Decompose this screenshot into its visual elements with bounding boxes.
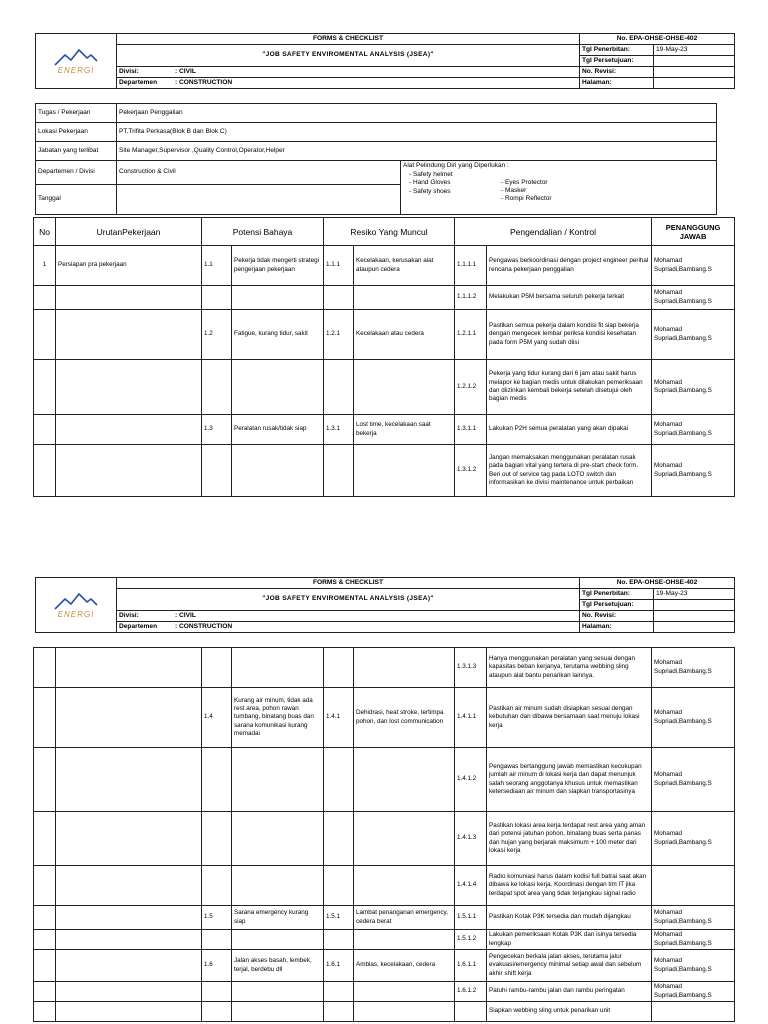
resiko-no [324, 1002, 354, 1022]
table-row [34, 360, 735, 415]
resiko-text [354, 1002, 455, 1022]
row-urutan [56, 415, 202, 445]
kontrol-no: 1.6.1.1 [455, 950, 487, 982]
kontrol-text: Pengawas bertanggung jawab memastikan kecukupan jumlah air minum di lokasi kerja dan dapat menunjuk salah seorang anggotanya khusus untuk memastikan ketersediaan air minum dan siapkan transportasinya [487, 748, 652, 812]
mountain-logo-icon [53, 591, 99, 611]
no-revisi-label: No. Revisi: [580, 67, 654, 78]
lokasi-label: Lokasi Pekerjaan [36, 123, 117, 142]
departemen-value: Construction & Civil [117, 161, 401, 185]
logo-text: ENERGI [57, 65, 95, 75]
jabatan-value: Site Manager,Supervisor ,Quality Control,Operator,Helper [117, 142, 717, 161]
kontrol-text: Pastikan semua pekerja dalam kondisi fit siap bekerja dengan mengecek lembar periksa kondisi kesehatan pada form P5M yang sudah diisi [487, 310, 652, 360]
tgl-penerbitan-label: Tgl Penerbitan: [580, 45, 654, 56]
kontrol-no: 1.5.1.1 [455, 906, 487, 930]
row-no [34, 950, 56, 982]
resiko-text [354, 812, 455, 866]
resiko-no [324, 866, 354, 906]
col-urutan: UrutanPekerjaan [56, 218, 202, 246]
kontrol-text: Pastikan lokasi area kerja terdapat rest area yang aman dari potensi jatuhan pohon, binatang buas serta panas dan hujan yang berjarak maksimum + 100 meter dari lokasi kerja [487, 812, 652, 866]
company-logo [36, 578, 117, 633]
tgl-penerbitan-value: 19-May-23 [654, 589, 735, 600]
kontrol-no: 1.1.1.1 [455, 246, 487, 286]
row-no [34, 360, 56, 415]
resiko-text [354, 286, 455, 310]
resiko-no [324, 982, 354, 1002]
apd-item: - Safety helmet [409, 170, 453, 178]
tgl-persetujuan-label: Tgl Persetujuan: [580, 600, 654, 611]
mountain-logo-icon [53, 47, 99, 67]
divisi-row: Divisi: : CIVIL [117, 611, 580, 622]
penanggung-jawab: Mohamad Supriadi,Bambang.S [652, 906, 735, 930]
potensi-text [232, 648, 324, 688]
row-urutan [56, 982, 202, 1002]
resiko-text: Kecelakaan, kerusakan alat ataupun cedera [354, 246, 455, 286]
penanggung-jawab: Mohamad Supriadi,Bambang.S [652, 748, 735, 812]
potensi-no [202, 648, 232, 688]
resiko-no [324, 748, 354, 812]
resiko-no [324, 648, 354, 688]
penanggung-jawab: Mohamad Supriadi,Bambang.S [652, 930, 735, 950]
row-urutan [56, 1002, 202, 1022]
row-urutan [56, 310, 202, 360]
potensi-text: Jalan akses basah, lembek, terjal, berdebu dll [232, 950, 324, 982]
potensi-text [232, 1002, 324, 1022]
penanggung-jawab: Mohamad Supriadi,Bambang.S [652, 950, 735, 982]
resiko-text [354, 866, 455, 906]
potensi-no: 1.5 [202, 906, 232, 930]
kontrol-no: 1.4.1.3 [455, 812, 487, 866]
halaman-label: Halaman: [580, 78, 654, 89]
potensi-no [202, 360, 232, 415]
table-row [34, 246, 735, 286]
apd-label: Alat Pelindung Diri yang Diperlukan : [403, 162, 509, 169]
resiko-text: Dehidrasi, heat stroke, tertimpa pohon, dan lost communication [354, 688, 455, 748]
resiko-no: 1.6.1 [324, 950, 354, 982]
potensi-text [232, 930, 324, 950]
resiko-no [324, 445, 354, 497]
potensi-no [202, 445, 232, 497]
info-table [35, 103, 717, 215]
potensi-no: 1.1 [202, 246, 232, 286]
potensi-text [232, 286, 324, 310]
kontrol-no: 1.2.1.1 [455, 310, 487, 360]
page-title: "JOB SAFETY ENVIROMENTAL ANALYSIS (JSEA)" [117, 45, 580, 67]
row-urutan [56, 445, 202, 497]
row-urutan [56, 286, 202, 310]
penanggung-jawab: Mohamad Supriadi,Bambang.S [652, 360, 735, 415]
col-resiko: Resiko Yang Muncul [324, 218, 455, 246]
kontrol-text: Pastikan Kotak P3K tersedia dan mudah dijangkau [487, 906, 652, 930]
potensi-no [202, 286, 232, 310]
row-no: 1 [34, 246, 56, 286]
kontrol-text: Pastikan air minum sudah disiapkan sesuai dengan kebutuhan dan dibawa bersamaan saat menuju lokasi kerja [487, 688, 652, 748]
table-row [34, 930, 735, 950]
row-urutan [56, 906, 202, 930]
apd-item: - Eyes Protector [501, 178, 548, 186]
table-row [34, 648, 735, 688]
resiko-text [354, 445, 455, 497]
resiko-text [354, 360, 455, 415]
logo-text: ENERGI [57, 609, 95, 619]
kontrol-text: Lakukan P2H semua peralatan yang akan dipakai [487, 415, 652, 445]
potensi-no: 1.6 [202, 950, 232, 982]
potensi-no [202, 930, 232, 950]
kontrol-text: Siapkan webbing sling untuk penarikan unit [487, 1002, 652, 1022]
kontrol-text: Hanya menggunakan peralatan yang sesuai dengan kapasitas beban kerjanya, terutama webbing sling ataupun alat bantu penarikan lainnya. [487, 648, 652, 688]
resiko-no [324, 812, 354, 866]
potensi-text [232, 812, 324, 866]
potensi-text: Peralatan rusak/tidak siap [232, 415, 324, 445]
apd-item: - Masker [501, 186, 527, 194]
potensi-text [232, 445, 324, 497]
col-penanggung-jawab: PENANGGUNG JAWAB [652, 218, 735, 246]
potensi-text: Pekerja tidak mengerti strategi pengerjaan pekerjaan [232, 246, 324, 286]
tgl-penerbitan-value: 19-May-23 [654, 45, 735, 56]
row-urutan: Persiapan pra pekerjaan [56, 246, 202, 286]
table-row [34, 445, 735, 497]
row-urutan [56, 360, 202, 415]
row-no [34, 812, 56, 866]
resiko-no [324, 360, 354, 415]
col-pengendalian: Pengendalian / Kontrol [455, 218, 652, 246]
tugas-value: Pekerjaan Penggalian [117, 104, 717, 123]
resiko-no: 1.1.1 [324, 246, 354, 286]
potensi-no: 1.3 [202, 415, 232, 445]
apd-cell [401, 161, 717, 215]
penanggung-jawab: Mohamad Supriadi,Bambang.S [652, 310, 735, 360]
row-no [34, 688, 56, 748]
tgl-persetujuan-label: Tgl Persetujuan: [580, 56, 654, 67]
kontrol-text: Melakukan P5M bersama seluruh pekerja terkait [487, 286, 652, 310]
doc-number: No. EPA-OHSE-OHSE-402 [580, 34, 735, 45]
departemen-row: Departemen : CONSTRUCTION [117, 78, 580, 89]
row-urutan [56, 748, 202, 812]
kontrol-no: 1.6.1.2 [455, 982, 487, 1002]
lokasi-value: PT.Trifita Perkasa(Blok B dan Blok C) [117, 123, 717, 142]
resiko-text: Amblas, kecelakaan, cedera [354, 950, 455, 982]
page-title: "JOB SAFETY ENVIROMENTAL ANALYSIS (JSEA)" [117, 589, 580, 611]
row-no [34, 866, 56, 906]
kontrol-no: 1.2.1.2 [455, 360, 487, 415]
table-row [34, 310, 735, 360]
kontrol-no: 1.5.1.2 [455, 930, 487, 950]
table-row [34, 415, 735, 445]
resiko-no: 1.4.1 [324, 688, 354, 748]
kontrol-text: Pekerja yang tidur kurang dari 6 jam atau sakit harus melapor ke bagian medis untuk dilakukan pemeriksaan dan diizinkan kembali bekerja setelah disetujui oleh bagian medis [487, 360, 652, 415]
penanggung-jawab [652, 1002, 735, 1022]
row-no [34, 748, 56, 812]
resiko-no: 1.3.1 [324, 415, 354, 445]
potensi-text [232, 866, 324, 906]
potensi-text [232, 982, 324, 1002]
kontrol-no: 1.3.1.2 [455, 445, 487, 497]
potensi-no [202, 748, 232, 812]
potensi-no [202, 1002, 232, 1022]
potensi-text: Kurang air minum, tidak ada rest area, pohon rawan tumbang, binatang buas dan sarana komunikasi kurang memadai [232, 688, 324, 748]
no-revisi-label: No. Revisi: [580, 611, 654, 622]
table-row [34, 906, 735, 930]
halaman-label: Halaman: [580, 622, 654, 633]
table-row [34, 688, 735, 748]
tgl-persetujuan-value [654, 600, 735, 611]
kontrol-text: Patuhi rambu-rambu jalan dan rambu peringatan [487, 982, 652, 1002]
table-row [34, 950, 735, 982]
penanggung-jawab: Mohamad Supriadi,Bambang.S [652, 415, 735, 445]
penanggung-jawab: Mohamad Supriadi,Bambang.S [652, 648, 735, 688]
tgl-persetujuan-value [654, 56, 735, 67]
halaman-value [654, 622, 735, 633]
potensi-text: Fatigue, kurang tidur, sakit [232, 310, 324, 360]
jsea-table-page1 [33, 217, 735, 497]
resiko-text [354, 930, 455, 950]
row-urutan [56, 866, 202, 906]
penanggung-jawab: Mohamad Supriadi,Bambang.S [652, 445, 735, 497]
potensi-text [232, 748, 324, 812]
table-row [34, 1002, 735, 1022]
potensi-no: 1.2 [202, 310, 232, 360]
table-row [34, 982, 735, 1002]
kontrol-no [455, 1002, 487, 1022]
departemen-row: Departemen : CONSTRUCTION [117, 622, 580, 633]
resiko-no: 1.5.1 [324, 906, 354, 930]
kontrol-no: 1.4.1.2 [455, 748, 487, 812]
jsea-table-page2 [33, 647, 735, 1022]
penanggung-jawab: Mohamad Supriadi,Bambang.S [652, 982, 735, 1002]
row-urutan [56, 688, 202, 748]
no-revisi-value [654, 611, 735, 622]
row-urutan [56, 648, 202, 688]
kontrol-text: Radio komuniasi harus dalam kodisi full batrai saat akan dibawa ke lokasi kerja. Koordinasi dengan tim IT jika terdapat spot area yang tidak terjangkau signal radio [487, 866, 652, 906]
resiko-no: 1.2.1 [324, 310, 354, 360]
resiko-no [324, 286, 354, 310]
doc-header-2 [35, 577, 735, 633]
resiko-text [354, 748, 455, 812]
tugas-label: Tugas / Pekerjaan [36, 104, 117, 123]
penanggung-jawab [652, 866, 735, 906]
forms-label: FORMS & CHECKLIST [117, 578, 580, 589]
row-no [34, 445, 56, 497]
kontrol-text: Pengawas berkoordinasi dengan project engineer perihal rencana pekerjaan penggalian [487, 246, 652, 286]
table-row [34, 812, 735, 866]
tanggal-value [117, 185, 401, 215]
potensi-text: Sarana emergency kurang siap [232, 906, 324, 930]
apd-item: - Safety shoes [409, 187, 451, 195]
tanggal-label: Tanggal [36, 185, 117, 215]
kontrol-no: 1.1.1.2 [455, 286, 487, 310]
halaman-value [654, 78, 735, 89]
table-row [34, 748, 735, 812]
penanggung-jawab: Mohamad Supriadi,Bambang.S [652, 812, 735, 866]
row-urutan [56, 950, 202, 982]
kontrol-no: 1.4.1.4 [455, 866, 487, 906]
departemen-label: Departemen / Divisi [36, 161, 117, 185]
resiko-text [354, 648, 455, 688]
resiko-text: Kecelakaan atau cedera [354, 310, 455, 360]
kontrol-text: Lakukan pemeriksaan Kotak P3K dan isinya tersedia lengkap [487, 930, 652, 950]
kontrol-text: Jangan memaksakan menggunakan peralatan rusak pada bagian vital yang tertera di pre-start check form. Beri out of service tag pada LOTO switch dan informasikan ke divisi maintenance untuk perbaikan [487, 445, 652, 497]
resiko-text: Lost time, kecelakaan saat bekerja [354, 415, 455, 445]
apd-item: - Hand Gloves [409, 179, 451, 186]
apd-item: - Rompi Reflector [501, 194, 552, 202]
row-no [34, 930, 56, 950]
kontrol-no: 1.3.1.1 [455, 415, 487, 445]
col-no: No [34, 218, 56, 246]
kontrol-text: Pengecekan berkala jalan akses, terutama jalur evakuasi/emergency minimal setiap awal dan sebelum akhir shift kerja [487, 950, 652, 982]
row-no [34, 906, 56, 930]
penanggung-jawab: Mohamad Supriadi,Bambang.S [652, 246, 735, 286]
company-logo [36, 34, 117, 89]
resiko-text: Lambat penanganan emergency, cedera berat [354, 906, 455, 930]
potensi-no [202, 812, 232, 866]
tgl-penerbitan-label: Tgl Penerbitan: [580, 589, 654, 600]
penanggung-jawab: Mohamad Supriadi,Bambang.S [652, 286, 735, 310]
row-no [34, 310, 56, 360]
potensi-no: 1.4 [202, 688, 232, 748]
forms-label: FORMS & CHECKLIST [117, 34, 580, 45]
potensi-no [202, 866, 232, 906]
no-revisi-value [654, 67, 735, 78]
row-no [34, 648, 56, 688]
row-no [34, 1002, 56, 1022]
table-row [34, 866, 735, 906]
jabatan-label: Jabatan yang terlibat [36, 142, 117, 161]
doc-header-1 [35, 33, 735, 89]
col-potensi: Potensi Bahaya [202, 218, 324, 246]
kontrol-no: 1.3.1.3 [455, 648, 487, 688]
row-no [34, 286, 56, 310]
potensi-no [202, 982, 232, 1002]
row-urutan [56, 812, 202, 866]
row-no [34, 415, 56, 445]
penanggung-jawab: Mohamad Supriadi,Bambang.S [652, 688, 735, 748]
row-no [34, 982, 56, 1002]
doc-number: No. EPA-OHSE-OHSE-402 [580, 578, 735, 589]
potensi-text [232, 360, 324, 415]
resiko-text [354, 982, 455, 1002]
resiko-no [324, 930, 354, 950]
row-urutan [56, 930, 202, 950]
divisi-row: Divisi: : CIVIL [117, 67, 580, 78]
table-row [34, 286, 735, 310]
kontrol-no: 1.4.1.1 [455, 688, 487, 748]
